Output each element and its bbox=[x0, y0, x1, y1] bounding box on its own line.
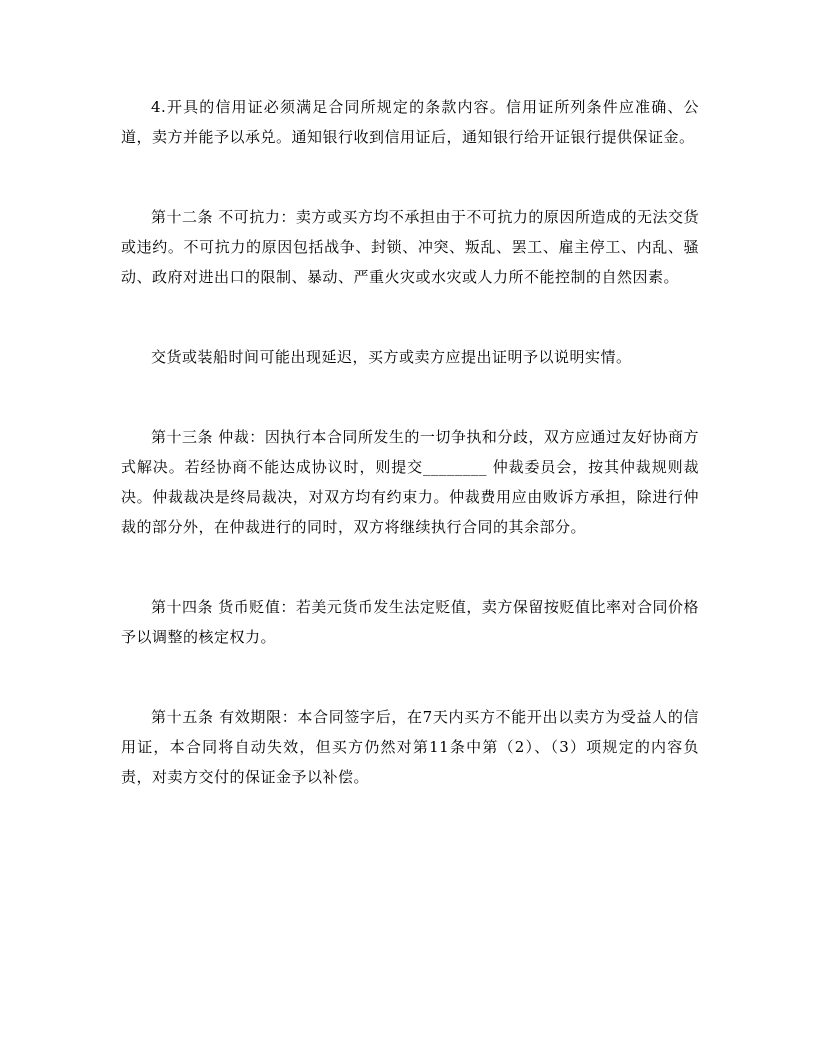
paragraph-spacer bbox=[121, 542, 699, 592]
paragraph-arbitration: 第十三条 仲裁：因执行本合同所发生的一切争执和分歧，双方应通过友好协商方式解决。若经协商不能达成协议时，则提交________ 仲裁委员会，按其仲裁规则裁决。仲裁裁决是终局裁决，对双方均有约束力。仲裁费用应由败诉方承担，除进行仲裁的部分外，在仲裁进行的同时，双方将继续执行合同的其余部分。 bbox=[121, 428, 699, 536]
document-body bbox=[121, 92, 699, 792]
paragraph-spacer bbox=[121, 292, 699, 342]
paragraph-delay-notice: 交货或装船时间可能出现延迟，买方或卖方应提出证明予以说明实情。 bbox=[151, 348, 632, 366]
paragraph-spacer bbox=[121, 152, 699, 202]
paragraph-spacer bbox=[121, 372, 699, 422]
paragraph-validity-period: 第十五条 有效期限：本合同签字后，在7天内买方不能开出以卖方为受益人的信用证，本合同将自动失效，但买方仍然对第11条中第（2）、（3）项规定的内容负责，对卖方交付的保证金予以补偿。 bbox=[121, 708, 699, 786]
paragraph-spacer bbox=[121, 652, 699, 702]
paragraph-credit-letter: 4.开具的信用证必须满足合同所规定的条款内容。信用证所列条件应准确、公道，卖方并能予以承兑。通知银行收到信用证后，通知银行给开证银行提供保证金。 bbox=[121, 98, 699, 146]
paragraph-force-majeure: 第十二条 不可抗力：卖方或买方均不承担由于不可抗力的原因所造成的无法交货或违约。不可抗力的原因包括战争、封锁、冲突、叛乱、罢工、雇主停工、内乱、骚动、政府对进出口的限制、暴动、严重火灾或水灾或人力所不能控制的自然因素。 bbox=[121, 208, 699, 286]
paragraph-currency-devaluation: 第十四条 货币贬值：若美元货币发生法定贬值，卖方保留按贬值比率对合同价格予以调整的核定权力。 bbox=[121, 598, 699, 646]
